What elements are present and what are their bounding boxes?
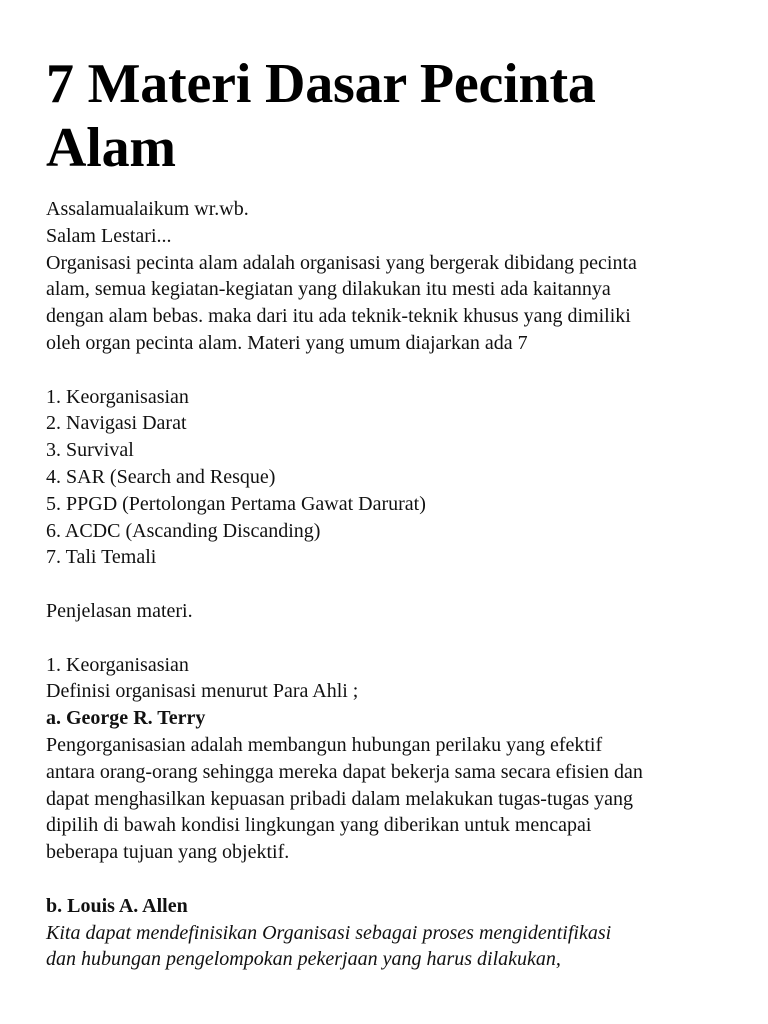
- section-keorganisasian: [46, 652, 736, 974]
- intro-paragraph: [46, 250, 736, 357]
- list-item: 3. Survival: [46, 439, 134, 462]
- materi-list: [46, 384, 736, 572]
- definition-line: antara orang-orang sehingga mereka dapat bekerja sama secara efisien dan: [46, 760, 643, 783]
- section-heading: 1. Keorganisasian: [46, 653, 189, 676]
- list-item: 6. ACDC (Ascanding Discanding): [46, 519, 321, 542]
- document-page: [46, 52, 736, 973]
- spacer: [46, 625, 736, 652]
- expert-definition-terry: [46, 732, 736, 866]
- expert-name-allen: b. Louis A. Allen: [46, 894, 188, 917]
- expert-name-terry: a. George R. Terry: [46, 707, 206, 730]
- list-item: 7. Tali Temali: [46, 546, 157, 569]
- list-item: 5. PPGD (Pertolongan Pertama Gawat Darurat): [46, 492, 426, 515]
- intro-line: dengan alam bebas. maka dari itu ada teknik-teknik khusus yang dimiliki: [46, 305, 631, 328]
- list-item: 2. Navigasi Darat: [46, 412, 187, 435]
- definition-line: beberapa tujuan yang objektif.: [46, 841, 290, 864]
- expert-definition-allen: [46, 920, 736, 974]
- greeting: Assalamualaikum wr.wb.: [46, 198, 249, 220]
- penjelasan-heading: Penjelasan materi.: [46, 599, 193, 622]
- definition-line: Kita dapat mendefinisikan Organisasi sebagai proses mengidentifikasi: [46, 921, 612, 944]
- spacer: [46, 357, 736, 384]
- document-title: 7 Materi Dasar Pecinta Alam: [46, 53, 596, 179]
- definition-line: dapat menghasilkan kepuasan pribadi dalam melakukan tugas-tugas yang: [46, 787, 634, 810]
- definition-line: Pengorganisasian adalah membangun hubungan perilaku yang efektif: [46, 733, 603, 756]
- definition-line: dipilih di bawah kondisi lingkungan yang diberikan untuk mencapai: [46, 814, 592, 837]
- spacer: [46, 571, 736, 598]
- intro-line: oleh organ pecinta alam. Materi yang umum diajarkan ada 7: [46, 331, 528, 354]
- salam-lestari: Salam Lestari...: [46, 224, 172, 247]
- definition-line: dan hubungan pengelompokan pekerjaan yang harus dilakukan,: [46, 948, 561, 971]
- list-item: 1. Keorganisasian: [46, 385, 189, 408]
- spacer: [46, 866, 736, 893]
- intro-line: alam, semua kegiatan-kegiatan yang dilakukan itu mesti ada kaitannya: [46, 278, 611, 301]
- intro-line: Organisasi pecinta alam adalah organisasi yang bergerak dibidang pecinta: [46, 251, 637, 274]
- list-item: 4. SAR (Search and Resque): [46, 465, 276, 488]
- definition-intro: Definisi organisasi menurut Para Ahli ;: [46, 680, 359, 703]
